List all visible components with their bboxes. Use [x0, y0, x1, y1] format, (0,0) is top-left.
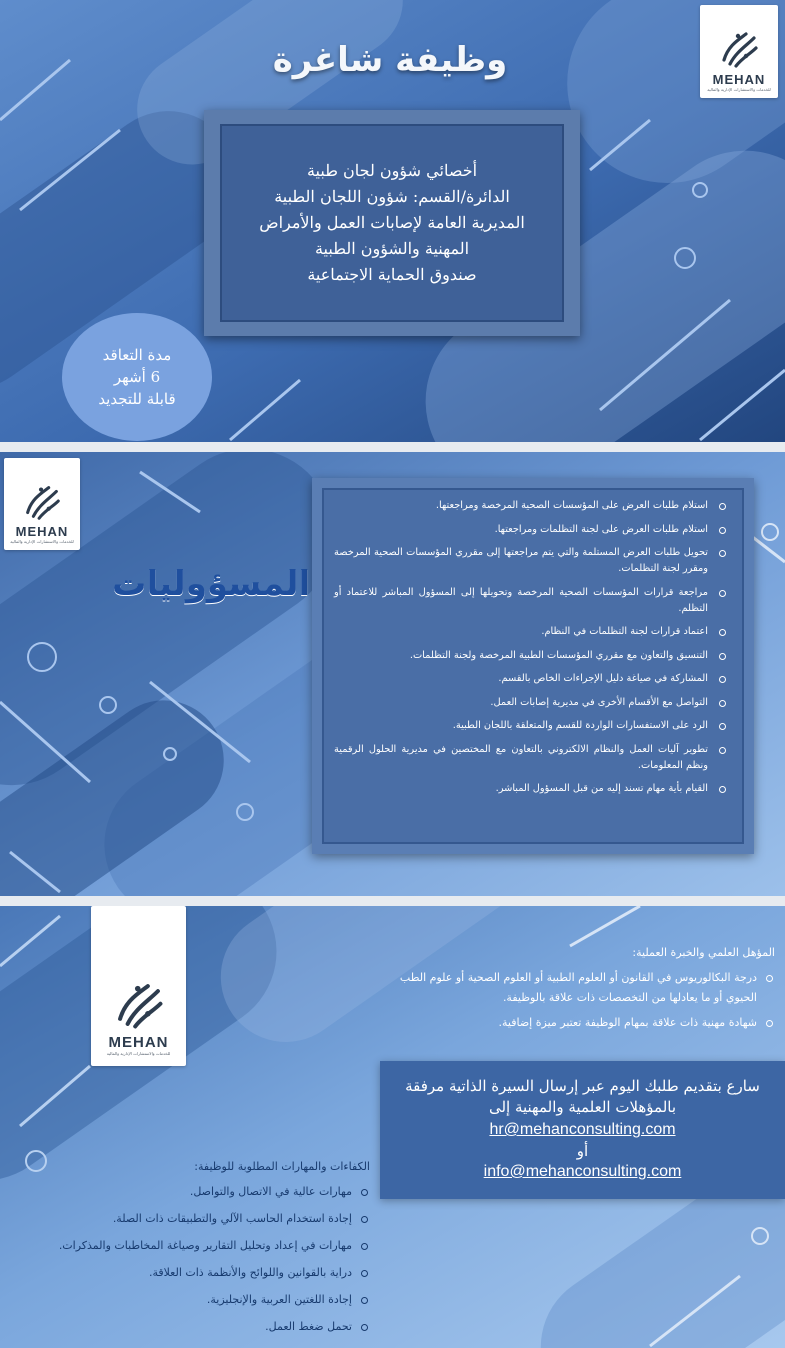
qualifications-panel: [0, 906, 785, 1348]
list-item: تطوير آليات العمل والنظام الالكتروني بالتعاون مع المختصين في مديرية الحلول الرقمية ونظم المعلومات.: [334, 742, 728, 774]
responsibilities-panel: [0, 452, 785, 896]
apply-box: [380, 1061, 785, 1199]
logo-calligraphy-icon: [110, 976, 168, 1034]
brand-logo: [4, 458, 80, 550]
list-item: مراجعة قرارات المؤسسات الصحية المرخصة وتحويلها إلى المسؤول المباشر للاعتماد أو التظلم.: [334, 585, 728, 617]
list-item: التواصل مع الأقسام الأخرى في مديرية إصابات العمل.: [334, 695, 728, 711]
skills-section: [0, 1158, 370, 1344]
list-item: المشاركة في صياغة دليل الإجراءات الخاص بالقسم.: [334, 671, 728, 687]
list-item: مهارات عالية في الاتصال والتواصل.: [0, 1182, 370, 1202]
list-item: التنسيق والتعاون مع مقرري المؤسسات الطبية المرخصة ولجنة التظلمات.: [334, 648, 728, 664]
qualifications-section: [380, 944, 775, 1038]
logo-tagline: للخدمات والاستشارات الإدارية والمالية: [10, 539, 74, 544]
list-item: القيام بأية مهام تسند إليه من قبل المسؤول المباشر.: [334, 781, 728, 797]
job-title-line: أخصائي شؤون لجان طبية: [306, 161, 478, 180]
or-separator: أو: [576, 1142, 589, 1160]
panel-divider: [0, 896, 785, 906]
list-item: درجة البكالوريوس في القانون أو العلوم الطبية أو العلوم الصحية أو علوم الطب الحيوي أو ما يعادلها من التخصصات ذات علاقة بالوظيفة.: [380, 968, 775, 1008]
responsibilities-title: المسؤوليات: [112, 564, 310, 604]
logo-calligraphy-icon: [20, 480, 64, 524]
brand-logo: [91, 906, 186, 1066]
vacancy-header-panel: [0, 0, 785, 442]
directorate-line-2: المهنية والشؤون الطبية: [314, 239, 470, 258]
logo-tagline: للخدمات والاستشارات الإدارية والمالية: [707, 87, 771, 92]
list-item: استلام طلبات العرض على المؤسسات الصحية المرخصة ومراجعتها.: [334, 498, 728, 514]
logo-calligraphy-icon: [716, 26, 762, 72]
responsibilities-list: [334, 498, 728, 797]
brand-logo: [700, 5, 778, 98]
list-item: تحمل ضغط العمل.: [0, 1317, 370, 1337]
list-item: شهادة مهنية ذات علاقة بمهام الوظيفة تعتبر ميزة إضافية.: [380, 1013, 775, 1033]
panel-divider: [0, 442, 785, 452]
contract-renewable: قابلة للتجديد: [98, 390, 176, 408]
logo-word: MEHAN: [712, 72, 766, 87]
logo-word: MEHAN: [15, 524, 69, 539]
list-item: استلام طلبات العرض على لجنة التظلمات ومراجعتها.: [334, 522, 728, 538]
list-item: مهارات في إعداد وتحليل التقارير وصياغة المخاطبات والمذكرات.: [0, 1236, 370, 1256]
list-item: إجادة اللغتين العربية والإنجليزية.: [0, 1290, 370, 1310]
skills-title: الكفاءات والمهارات المطلوبة للوظيفة:: [194, 1160, 370, 1173]
hr-email-link[interactable]: hr@mehanconsulting.com: [489, 1121, 676, 1138]
directorate-line-1: المديرية العامة لإصابات العمل والأمراض: [259, 213, 525, 232]
responsibilities-frame: [312, 478, 754, 854]
logo-word: MEHAN: [108, 1034, 169, 1051]
contract-duration: 6 أشهر: [113, 368, 161, 386]
list-item: الرد على الاستفسارات الواردة للقسم والمتعلقة باللجان الطبية.: [334, 718, 728, 734]
organization-line: صندوق الحماية الاجتماعية: [307, 265, 477, 284]
department-line: الدائرة/القسم: شؤون اللجان الطبية: [274, 187, 510, 206]
list-item: دراية بالقوانين واللوائح والأنظمة ذات العلاقة.: [0, 1263, 370, 1283]
qualifications-list: [380, 968, 775, 1033]
job-info-frame: [204, 110, 580, 336]
logo-tagline: للخدمات والاستشارات الإدارية والمالية: [106, 1051, 171, 1056]
apply-text-line-1: سارع بتقديم طلبك اليوم عبر إرسال السيرة الذاتية مرفقة: [405, 1077, 760, 1095]
skills-list: [0, 1182, 370, 1337]
contract-duration-badge: [62, 313, 212, 441]
list-item: إجادة استخدام الحاسب الآلي والتطبيقات ذات الصلة.: [0, 1209, 370, 1229]
info-email-link[interactable]: info@mehanconsulting.com: [483, 1163, 682, 1180]
apply-text-line-2: بالمؤهلات العلمية والمهنية إلى: [488, 1098, 677, 1116]
page-title: وظيفة شاغرة: [272, 40, 508, 80]
qualifications-title: المؤهل العلمي والخبرة العملية:: [632, 946, 775, 959]
contract-label: مدة التعاقد: [102, 346, 172, 364]
list-item: تحويل طلبات العرض المستلمة والتي يتم مراجعتها إلى مقرري المؤسسات الصحية المرخصة ومقرر لجنة التظلمات.: [334, 545, 728, 577]
list-item: اعتماد قرارات لجنة التظلمات في النظام.: [334, 624, 728, 640]
